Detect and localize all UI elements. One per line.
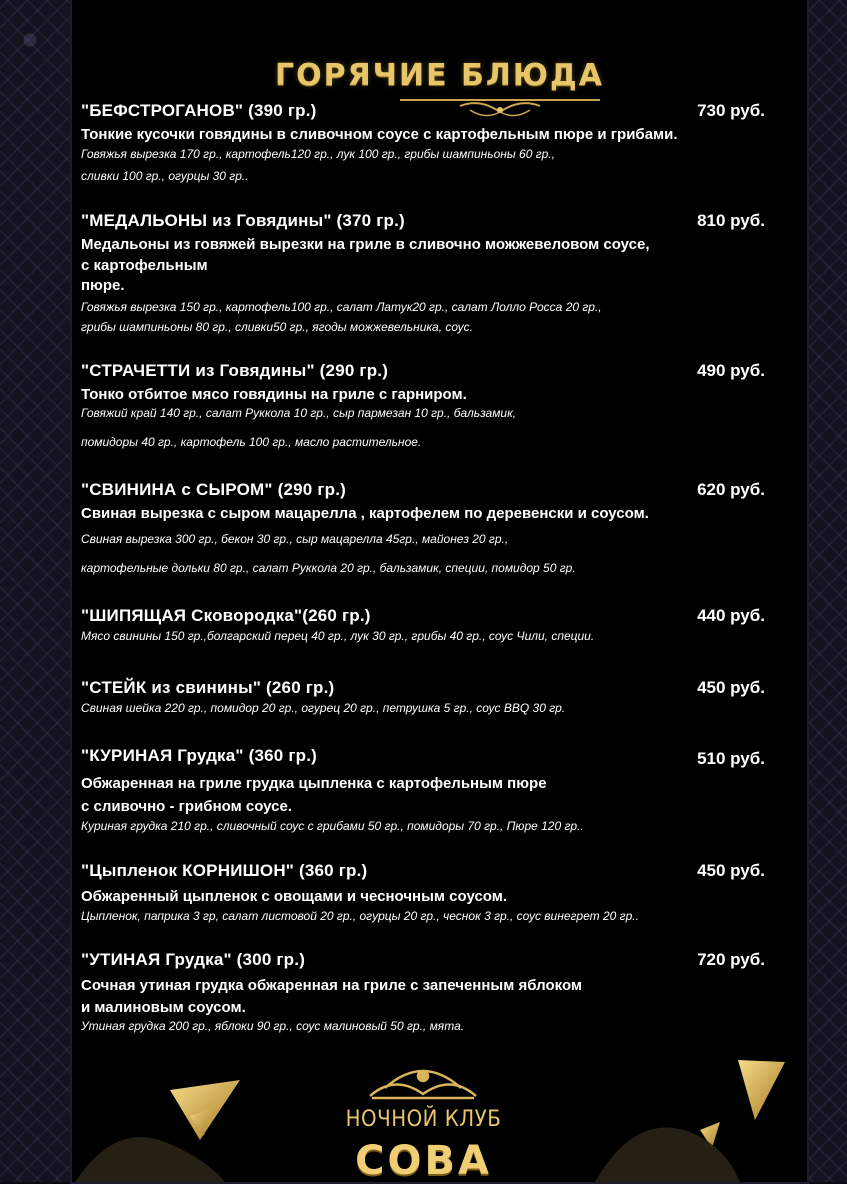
item-price: 510 руб. [697, 749, 765, 768]
item-description: Тонко отбитое мясо говядины на гриле с гарниром. [81, 386, 467, 403]
item-name: "СВИНИНА с СЫРОМ" (290 гр.) [81, 480, 346, 499]
menu-item-duck-breast [81, 950, 771, 1033]
item-price: 810 руб. [697, 211, 765, 230]
item-name: "УТИНАЯ Грудка" (300 гр.) [81, 950, 306, 969]
menu-item-pork-steak [81, 678, 771, 718]
item-ingredients: Говяжья вырезка 170 гр., картофель120 гр., лук 100 гр., грибы шампиньоны 60 гр., [81, 147, 555, 161]
item-description: пюре. [81, 277, 125, 294]
item-ingredients: Утиная грудка 200 гр., яблоки 90 гр., соус малиновый 50 гр., мята. [81, 1019, 465, 1033]
menu-item-beef-stroganoff [81, 101, 771, 187]
item-name: "СТРАЧЕТТИ из Говядины" (290 гр.) [81, 361, 389, 380]
item-name: "БЕФСТРОГАНОВ" (390 гр.) [81, 101, 317, 120]
menu-item-sizzling-pan [81, 606, 771, 646]
item-name: "КУРИНАЯ Грудка" (360 гр.) [81, 746, 318, 765]
item-ingredients: Свиная вырезка 300 гр., бекон 30 гр., сыр мацарелла 45гр., майонез 20 гр., [81, 532, 509, 546]
item-ingredients: Цыпленок, паприка 3 гр, салат листовой 20 гр., огурцы 20 гр., чеснок 3 гр., соус винегрет 20 гр.. [81, 909, 639, 923]
item-description: с картофельным [81, 257, 208, 274]
menu-item-cornish-chicken [81, 861, 771, 924]
menu-item-pork-with-cheese [81, 480, 771, 583]
item-ingredients: Говяжья вырезка 150 гр., картофель100 гр., салат Латук20 гр., салат Лолло Росса 20 гр., [81, 300, 602, 314]
item-ingredients: Мясо свинины 150 гр.,болгарский перец 40 гр., лук 30 гр., грибы 40 гр., соус Чили, специи. [81, 629, 595, 643]
item-price: 620 руб. [697, 480, 765, 499]
item-price: 440 руб. [697, 606, 765, 625]
menu-item-beef-medallions [81, 211, 771, 337]
item-description: с сливочно - грибном соусе. [81, 798, 292, 815]
item-price: 490 руб. [697, 361, 765, 380]
item-description: Сочная утиная грудка обжаренная на гриле с запеченным яблоком [81, 977, 582, 994]
item-price: 720 руб. [697, 950, 765, 969]
item-description: и малиновым соусом. [81, 999, 246, 1016]
owl-ornament-icon [370, 1071, 476, 1098]
item-ingredients: Куриная грудка 210 гр., сливочный соус с грибами 50 гр., помидоры 70 гр., Пюре 120 гр.. [81, 819, 584, 833]
item-ingredients: грибы шампиньоны 80 гр., сливки50 гр., ягоды можжевельника, соус. [81, 320, 474, 334]
item-price: 450 руб. [697, 861, 765, 880]
menu-item-chicken-breast [81, 746, 771, 834]
page-title: ГОРЯЧИЕ БЛЮДА [275, 58, 604, 93]
item-name: "ШИПЯЩАЯ Сковородка"(260 гр.) [81, 606, 371, 625]
club-line: НОЧНОЙ КЛУБ [345, 1107, 502, 1132]
item-price: 730 руб. [697, 101, 765, 120]
item-description: Свиная вырезка с сыром мацарелла , картофелем по деревенски и соусом. [81, 505, 649, 522]
item-ingredients: Говяжий край 140 гр., салат Руккола 10 гр., сыр пармезан 10 гр., бальзамик, [81, 406, 517, 420]
item-price: 450 руб. [697, 678, 765, 697]
menu-item-beef-straccetti [81, 361, 771, 457]
item-description: Медальоны из говяжей вырезки на гриле в сливочно можжевеловом соусе, [81, 236, 650, 253]
item-name: "СТЕЙК из свинины" (260 гр.) [81, 678, 335, 697]
item-ingredients: Свиная шейка 220 гр., помидор 20 гр., огурец 20 гр., петрушка 5 гр., соус BBQ 30 гр. [81, 701, 566, 715]
item-ingredients: картофельные дольки 80 гр., салат Руккола 20 гр., бальзамик, специи, помидор 50 гр. [81, 561, 576, 575]
item-name: "МЕДАЛЬОНЫ из Говядины" (370 гр.) [81, 211, 405, 230]
item-ingredients: помидоры 40 гр., картофель 100 гр., масло растительное. [81, 435, 422, 449]
item-ingredients: сливки 100 гр., огурцы 30 гр.. [81, 169, 249, 183]
item-description: Тонкие кусочки говядины в сливочном соусе с картофельным пюре и грибами. [81, 126, 678, 143]
club-name-logo: СОВА [355, 1138, 492, 1184]
item-description: Обжаренный цыпленок с овощами и чесночным соусом. [81, 888, 508, 905]
item-name: "Цыпленок КОРНИШОН" (360 гр.) [81, 861, 368, 880]
item-description: Обжаренная на гриле грудка цыпленка с картофельным пюре [81, 775, 547, 792]
